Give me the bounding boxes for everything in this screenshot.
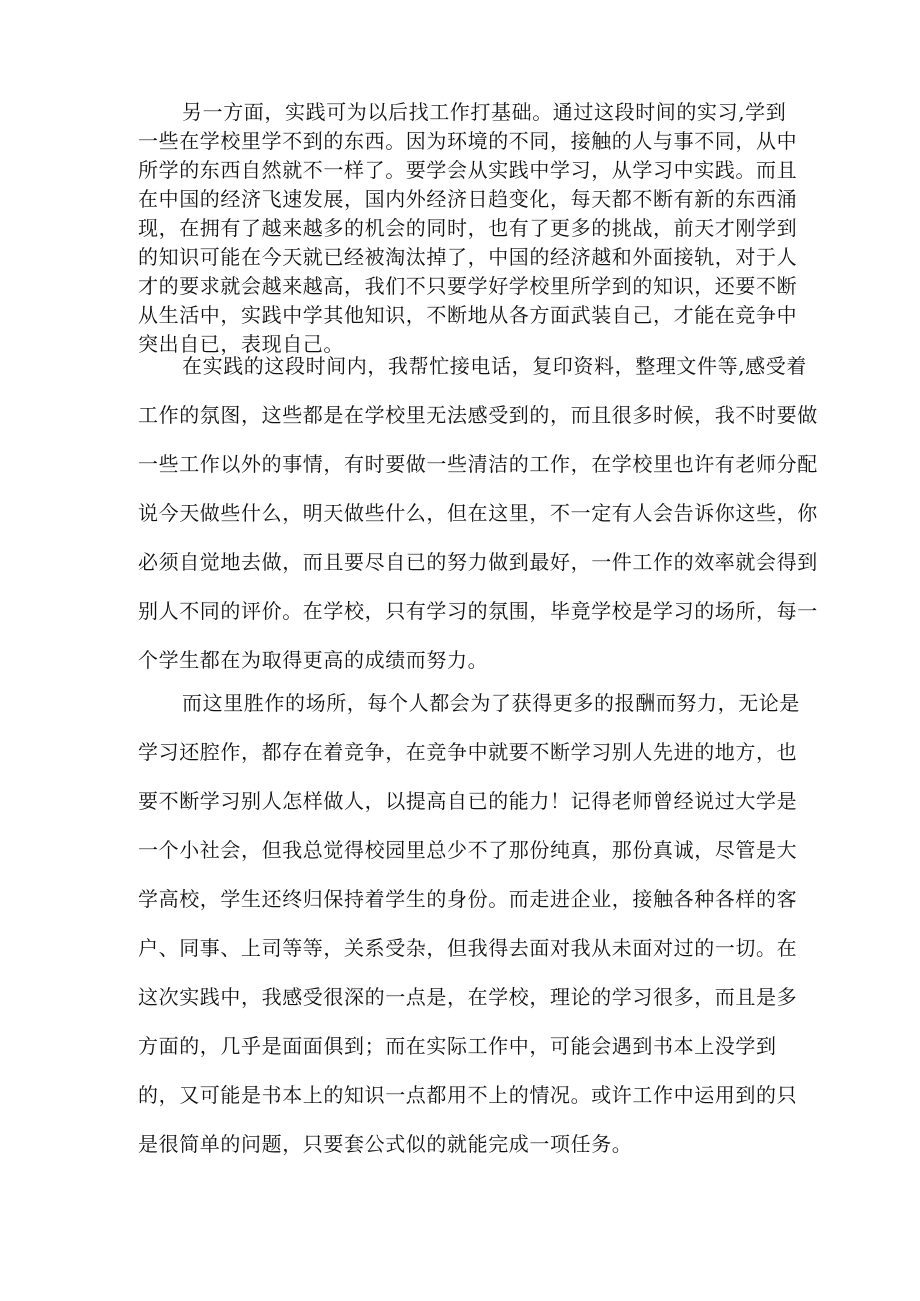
paragraph-line: 个学生都在为取得更高的成绩而努力。: [138, 648, 489, 672]
paragraph-line: 的知识可能在今天就已经被淘汰掉了，中国的经济越和外面接轨，对于人: [138, 245, 798, 269]
paragraph-line: 必须自觉地去做，而且要尽自已的努力做到最好，一件工作的效率就会得到: [138, 550, 818, 574]
paragraph-line: 是很简单的问题，只要套公式似的就能完成一项任务。: [138, 1132, 633, 1156]
paragraph-line: 从生活中，实践中学其他知识，不断地从各方面武装自己，才能在竞争中: [138, 303, 798, 327]
paragraph-line: 另一方面，实践可为以后找工作打基础。通过这段时间的实习,学到: [182, 100, 787, 124]
paragraph-line: 一个小社会，但我总觉得校园里总少不了那份纯真，那份真诚，尽管是大: [138, 838, 798, 862]
paragraph-line: 别人不同的评价。在学校，只有学习的氛围，毕竟学校是学习的场所，每一: [138, 599, 818, 623]
paragraph-line: 学高校，学生还终归保持着学生的身份。而走进企业，接触各种各样的客: [138, 887, 798, 911]
paragraph-line: 在实践的这段时间内，我帮忙接电话，复印资料，整理文件等,感受着: [182, 354, 807, 378]
paragraph-line: 这次实践中，我感受很深的一点是，在学校，理论的学习很多，而且是多: [138, 985, 798, 1009]
paragraph-line: 方面的，几乎是面面俱到；而在实际工作中，可能会遇到书本上没学到: [138, 1034, 777, 1058]
paragraph-line: 一些工作以外的事情，有时要做一些清洁的工作，在学校里也许有老师分配: [138, 452, 818, 476]
paragraph-line: 要不断学习别人怎样做人，以提高自已的能力！记得老师曾经说过大学是: [138, 789, 798, 813]
paragraph-line: 说今天做些什么，明天做些什么，但在这里，不一定有人会告诉你这些，你: [138, 501, 818, 525]
paragraph-line: 户、同事、上司等等，关系受杂，但我得去面对我从未面对过的一切。在: [138, 936, 798, 960]
paragraph-line: 一些在学校里学不到的东西。因为环境的不同，接触的人与事不同，从中: [138, 129, 798, 153]
paragraph-line: 突出自已，表现自己。: [138, 332, 344, 356]
paragraph-line: 才的要求就会越来越高，我们不只要学好学校里所学到的知识，还要不断: [138, 274, 798, 298]
paragraph-line: 工作的氛图，这些都是在学校里无法感受到的，而且很多时候，我不时要做: [138, 403, 818, 427]
paragraph-line: 所学的东西自然就不一样了。要学会从实践中学习，从学习中实践。而且: [138, 158, 798, 182]
paragraph-line: 而这里胜作的场所，每个人都会为了获得更多的报酬而努力，无论是: [182, 691, 800, 715]
paragraph-line: 学习还腔作，都存在着竞争，在竞争中就要不断学习别人先进的地方，也: [138, 740, 798, 764]
paragraph-line: 现，在拥有了越来越多的机会的同时，也有了更多的挑战，前天才刚学到: [138, 216, 798, 240]
paragraph-line: 的，又可能是书本上的知识一点都用不上的情况。或许工作中运用到的只: [138, 1083, 798, 1107]
paragraph-line: 在中国的经济飞速发展，国内外经济日趋变化，每天都不断有新的东西涌: [138, 187, 798, 211]
